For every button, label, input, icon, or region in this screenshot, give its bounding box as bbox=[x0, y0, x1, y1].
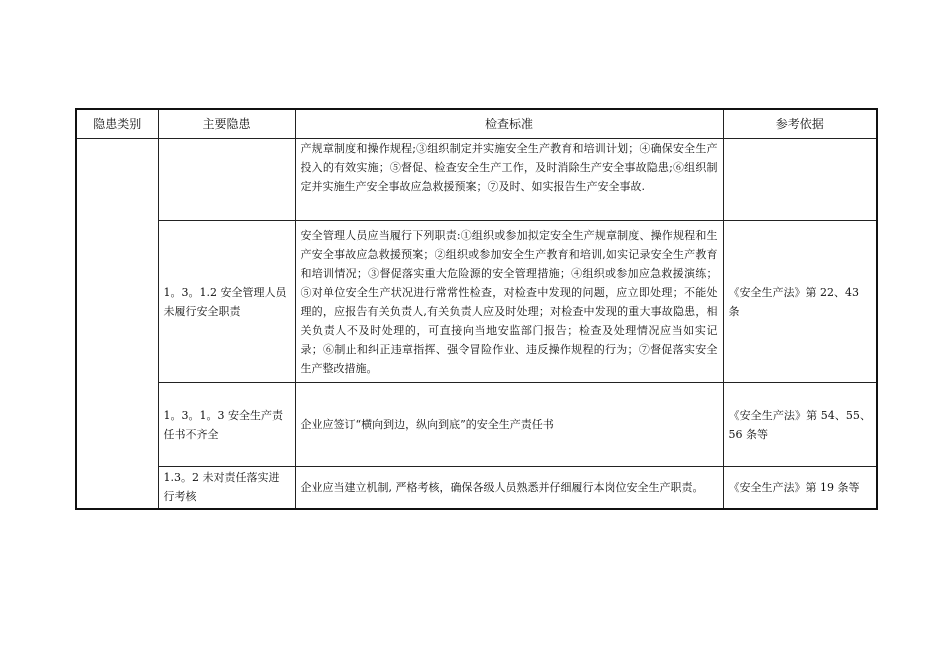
criteria-cell: 企业应当建立机制, 严格考核，确保各级人员熟悉并仔细履行本岗位安全生产职责。 bbox=[295, 467, 723, 509]
hazard-inspection-table bbox=[75, 108, 878, 510]
criteria-cell: 产规章制度和操作规程;③组织制定并实施安全生产教育和培训计划；④确保安全生产投入的有效实施；⑤督促、检查安全生产工作，及时消除生产安全事故隐患;⑥组织制定并实施生产安全事故应急救援预案；⑦及时、如实报告生产安全事故. bbox=[295, 139, 723, 221]
hazard-cell: 1。3。1.2 安全管理人员未履行安全职责 bbox=[158, 221, 295, 383]
header-basis: 参考依据 bbox=[723, 109, 877, 139]
basis-cell: 《安全生产法》第 19 条等 bbox=[723, 467, 877, 509]
basis-cell: 《安全生产法》第 22、43 条 bbox=[723, 221, 877, 383]
hazard-cell: 1。3。1。3 安全生产责任书不齐全 bbox=[158, 383, 295, 467]
hazard-cell: 1.3。2 未对责任落实进行考核 bbox=[158, 467, 295, 509]
header-category: 隐患类别 bbox=[76, 109, 158, 139]
basis-cell bbox=[723, 139, 877, 221]
header-criteria: 检查标准 bbox=[295, 109, 723, 139]
table-header-row bbox=[76, 109, 877, 139]
table-row bbox=[76, 383, 877, 467]
table-row bbox=[76, 467, 877, 509]
table-row bbox=[76, 221, 877, 383]
header-hazard: 主要隐患 bbox=[158, 109, 295, 139]
table-row bbox=[76, 139, 877, 221]
criteria-cell: 安全管理人员应当履行下列职责:①组织或参加拟定安全生产规章制度、操作规程和生产安全事故应急救援预案；②组织或参加安全生产教育和培训,如实记录安全生产教育和培训情况；③督促落实重大危险源的安全管理措施；④组织或参加应急救援演练；⑤对单位安全生产状况进行常常性检查，对检查中发现的问题，应立即处理；不能处理的，应报告有关负责人,有关负责人应及时处理；对检查中发现的重大事故隐患，相关负责人不及时处理的，可直接向当地安监部门报告；检查及处理情况应当如实记录；⑥制止和纠正违章指挥、强令冒险作业、违反操作规程的行为；⑦督促落实安全生产整改措施。 bbox=[295, 221, 723, 383]
criteria-cell: 企业应签订“横向到边，纵向到底”的安全生产责任书 bbox=[295, 383, 723, 467]
basis-cell: 《安全生产法》第 54、55、56 条等 bbox=[723, 383, 877, 467]
hazard-cell bbox=[158, 139, 295, 221]
category-cell bbox=[76, 139, 158, 509]
